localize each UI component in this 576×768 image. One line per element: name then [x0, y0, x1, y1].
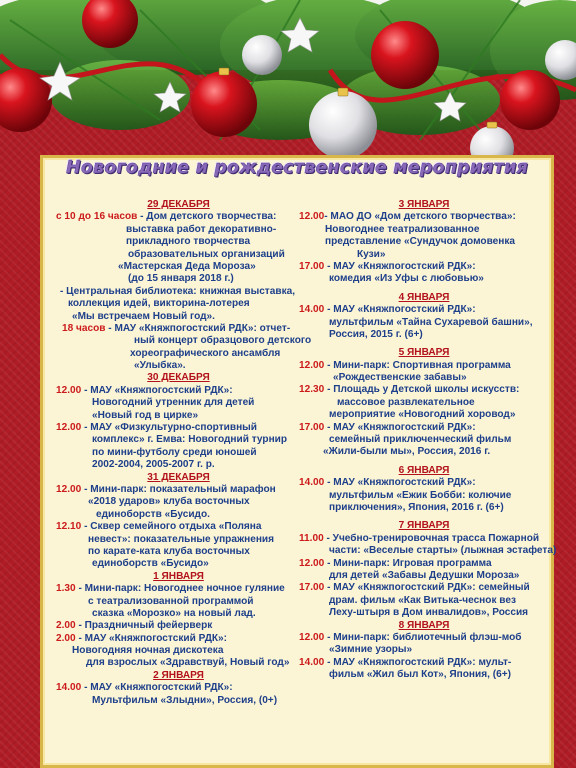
event-line	[299, 582, 549, 594]
date-text: 2 ЯНВАРЯ	[153, 669, 204, 681]
event-text: комплекс» г. Емва: Новогодний турнир	[92, 434, 288, 446]
event-text: - МАУ «Княжпогостский РДК»:	[324, 260, 476, 272]
event-text: части: «Веселые старты» (лыжная эстафета)	[329, 545, 557, 557]
event-line	[299, 397, 549, 409]
event-text: мультфильм «Ежик Бобби: колючие	[329, 489, 512, 501]
event-time: 12.10	[56, 521, 82, 533]
event-time: 12.30	[299, 384, 325, 396]
event-time: с 10 до 16 часов	[56, 211, 138, 223]
event-text: сказка «Морозко» на новый лад.	[92, 607, 256, 619]
event-text: - МАУ «Княжпогостский РДК»:	[324, 421, 476, 433]
event-text: - МАУ «Княжпогостский РДК»:	[75, 632, 228, 644]
event-line	[299, 434, 549, 446]
date-heading	[56, 571, 301, 583]
event-time: 14.00	[299, 656, 325, 668]
event-time: 14.00	[299, 477, 325, 489]
event-text: - Мини-парк: Спортивная программа	[324, 359, 511, 371]
event-text: (до 15 января 2018 г.)	[128, 273, 234, 285]
date-heading	[299, 199, 549, 211]
event-text: прикладного творчества	[126, 236, 251, 248]
event-line	[56, 447, 301, 459]
event-time: 2.00	[56, 632, 76, 644]
date-text: 30 ДЕКАБРЯ	[147, 372, 210, 384]
event-time: 17.00	[299, 582, 325, 594]
event-line	[299, 211, 549, 223]
event-text: массовое развлекательное	[337, 396, 475, 408]
event-text: 2002-2004, 2005-2007 г. р.	[92, 459, 215, 471]
event-text: «Зимние узоры»	[329, 644, 413, 656]
event-text: с театрализованной программой	[88, 595, 254, 607]
event-text: Мультфильм «Злыдни», Россия, (0+)	[92, 694, 278, 706]
event-text: по мини-футболу среди юношей	[92, 446, 257, 458]
event-text: выставка работ декоративно-	[126, 223, 277, 235]
event-text: комедия «Из Уфы с любовью»	[329, 273, 484, 285]
event-text: - Мини-парк: библиотечный флэш-моб	[324, 631, 522, 643]
date-text: 5 ЯНВАРЯ	[398, 347, 450, 359]
event-line	[56, 633, 301, 645]
event-text: мультфильм «Тайна Сухаревой башни»,	[329, 316, 533, 328]
event-text: - Мини-парк: Новогоднее ночное гуляние	[75, 583, 285, 595]
event-line	[56, 311, 301, 323]
event-line	[56, 509, 301, 521]
event-text: фильм «Жил был Кот», Япония, (6+)	[329, 669, 511, 681]
event-line	[299, 533, 549, 545]
event-line	[56, 261, 301, 273]
page-title: Новогодние и рождественские мероприятия	[65, 158, 528, 178]
event-text: «Мастерская Деда Мороза»	[118, 260, 256, 272]
event-line	[56, 348, 301, 360]
christmas-garland	[0, 0, 576, 180]
event-line	[299, 384, 549, 396]
event-time: 12.00	[56, 422, 82, 434]
date-heading	[299, 620, 549, 632]
event-line	[299, 607, 549, 619]
event-line	[56, 620, 301, 632]
event-line	[56, 323, 301, 335]
event-text: - МАУ «Княжпогостский РДК»:	[81, 384, 233, 396]
event-text: - МАУ «Княжпогостский РДК»:	[81, 682, 233, 694]
event-line	[299, 261, 549, 273]
event-text: «Мы встречаем Новый год».	[72, 310, 215, 322]
event-time: 12.00	[299, 211, 325, 223]
event-line	[299, 545, 557, 557]
event-text: «Новый год в цирке»	[92, 409, 199, 421]
event-line	[56, 682, 301, 694]
event-line	[299, 317, 549, 329]
event-time: 18 часов	[62, 322, 106, 334]
event-line	[56, 521, 301, 533]
event-line	[56, 534, 301, 546]
date-text: 31 ДЕКАБРЯ	[147, 471, 210, 483]
event-text: - МАУ «Княжпогостский РДК»: отчет-	[105, 322, 291, 334]
event-line	[56, 360, 301, 372]
event-line	[299, 477, 549, 489]
event-text: - Учебно-тренировочная трасса Пожарной	[323, 532, 540, 544]
event-line	[299, 644, 549, 656]
event-text: - Мини-парк: Игровая программа	[324, 557, 492, 569]
event-text: - МАУ «Княжпогостский РДК»:	[324, 477, 476, 489]
event-line	[299, 329, 549, 341]
date-text: 3 ЯНВАРЯ	[398, 199, 450, 210]
event-time: 11.00	[299, 532, 324, 544]
event-text: - Праздничный фейерверк	[75, 620, 213, 632]
date-text: 4 ЯНВАРЯ	[398, 291, 450, 303]
event-text: - Площадь у Детской школы искусств:	[324, 384, 520, 396]
date-heading	[299, 520, 549, 532]
event-time: 17.00	[299, 421, 325, 433]
event-time: 17.00	[299, 260, 325, 272]
event-text: - МАУ «Княжпогостский РДК»:	[324, 304, 476, 316]
event-line	[299, 570, 549, 582]
event-text: «Рождественские забавы»	[333, 372, 467, 384]
event-text: - Сквер семейного отдыха «Поляна	[81, 521, 262, 533]
event-line	[56, 596, 301, 608]
event-line	[56, 645, 301, 657]
event-line	[56, 286, 301, 298]
event-text: - МАУ «Физкультурно-спортивный	[81, 422, 257, 434]
event-line	[299, 236, 549, 248]
date-heading	[56, 372, 301, 384]
event-time: 12.00	[299, 359, 325, 371]
event-line	[299, 249, 549, 261]
event-line	[299, 304, 549, 316]
event-text: представление «Сундучок домовенка	[325, 236, 516, 248]
event-line	[299, 558, 549, 570]
event-text: образовательных организаций	[128, 248, 285, 260]
event-text: - МАУ «Княжпогостский РДК»: мульт-	[324, 656, 512, 668]
event-text: - Дом детского творчества:	[137, 211, 277, 223]
date-heading	[56, 199, 301, 211]
event-time: 12.00	[299, 631, 325, 643]
event-time: 12.00	[299, 557, 325, 569]
date-heading	[299, 292, 549, 304]
date-heading	[299, 347, 549, 359]
event-line	[299, 595, 549, 607]
event-text: Новогоднее театрализованное	[325, 223, 480, 235]
event-line	[56, 695, 301, 707]
event-line	[56, 335, 312, 347]
event-line	[56, 236, 301, 248]
event-line	[56, 558, 301, 570]
event-line	[299, 446, 549, 458]
event-line	[56, 459, 301, 471]
event-line	[56, 657, 301, 669]
event-text: Леху-штыря в Дом инвалидов», Россия	[329, 607, 529, 619]
event-line	[299, 632, 549, 644]
event-text: невест»: показательные упражнения	[88, 533, 275, 545]
event-text: драм. фильм «Как Витька-чеснок вез	[329, 594, 517, 606]
event-line	[56, 397, 301, 409]
date-heading	[56, 670, 301, 682]
event-line	[299, 409, 549, 421]
event-text: для детей «Забавы Дедушки Мороза»	[329, 569, 520, 581]
event-text: - МАО ДО «Дом детского творчества»:	[324, 211, 516, 223]
right-column-schedule	[299, 199, 557, 681]
date-text: 6 ЯНВАРЯ	[398, 464, 450, 476]
event-text: «Жили-были мы», Россия, 2016 г.	[323, 446, 491, 458]
event-line	[56, 211, 301, 223]
event-time: 14.00	[56, 682, 82, 694]
event-line	[56, 224, 301, 236]
event-line	[56, 496, 301, 508]
event-line	[56, 608, 301, 620]
event-time: 2.00	[56, 620, 76, 632]
event-text: - Мини-парк: показательный марафон	[81, 483, 276, 495]
event-line	[56, 422, 301, 434]
event-text: «Улыбка».	[134, 360, 186, 372]
event-text: мероприятие «Новогодний хоровод»	[329, 409, 516, 421]
date-heading	[299, 465, 549, 477]
event-text: по карате-ката клуба восточных	[88, 545, 250, 557]
event-line	[299, 360, 549, 372]
event-line	[56, 546, 301, 558]
event-line	[299, 657, 549, 669]
date-heading	[56, 472, 301, 484]
event-line	[56, 385, 301, 397]
event-line	[299, 372, 549, 384]
event-text: единоборств «Бусидо.	[96, 508, 210, 520]
date-text: 29 ДЕКАБРЯ	[147, 199, 210, 210]
event-text: Кузи»	[357, 248, 386, 260]
event-line	[56, 273, 301, 285]
event-line	[299, 273, 549, 285]
event-text: семейный приключенческий фильм	[329, 434, 512, 446]
event-line	[56, 434, 301, 446]
event-text: - МАУ «Княжпогостский РДК»: семейный	[324, 582, 530, 594]
event-line	[299, 669, 549, 681]
event-time: 14.00	[299, 304, 325, 316]
event-text: Новогодний утренник для детей	[92, 397, 255, 409]
event-line	[299, 224, 549, 236]
event-time: 1.30	[56, 583, 76, 595]
event-text: коллекция идей, викторина-лотерея	[68, 298, 250, 310]
date-text: 1 ЯНВАРЯ	[153, 570, 204, 582]
event-text: приключения», Япония, 2016 г. (6+)	[329, 501, 504, 513]
event-text: Новогодняя ночная дискотека	[72, 645, 224, 657]
event-line	[299, 490, 549, 502]
event-line	[56, 410, 301, 422]
event-time: 12.00	[56, 483, 82, 495]
event-line	[56, 583, 301, 595]
event-text: «2018 ударов» клуба восточных	[88, 496, 250, 508]
event-line	[56, 298, 301, 310]
date-text: 8 ЯНВАРЯ	[398, 619, 450, 631]
event-text: для взрослых «Здравствуй, Новый год»	[86, 657, 290, 669]
event-line	[299, 502, 549, 514]
event-text: Россия, 2015 г. (6+)	[329, 328, 423, 340]
event-line	[299, 422, 549, 434]
event-text: хореографического ансамбля	[130, 347, 281, 359]
event-line	[56, 484, 301, 496]
event-time: 12.00	[56, 384, 82, 396]
event-text: ный концерт образцового детского	[134, 335, 312, 347]
event-text: единоборств «Бусидо»	[92, 558, 209, 570]
event-line	[56, 249, 301, 261]
date-text: 7 ЯНВАРЯ	[398, 520, 450, 532]
event-text: - Центральная библиотека: книжная выставка,	[60, 285, 296, 297]
